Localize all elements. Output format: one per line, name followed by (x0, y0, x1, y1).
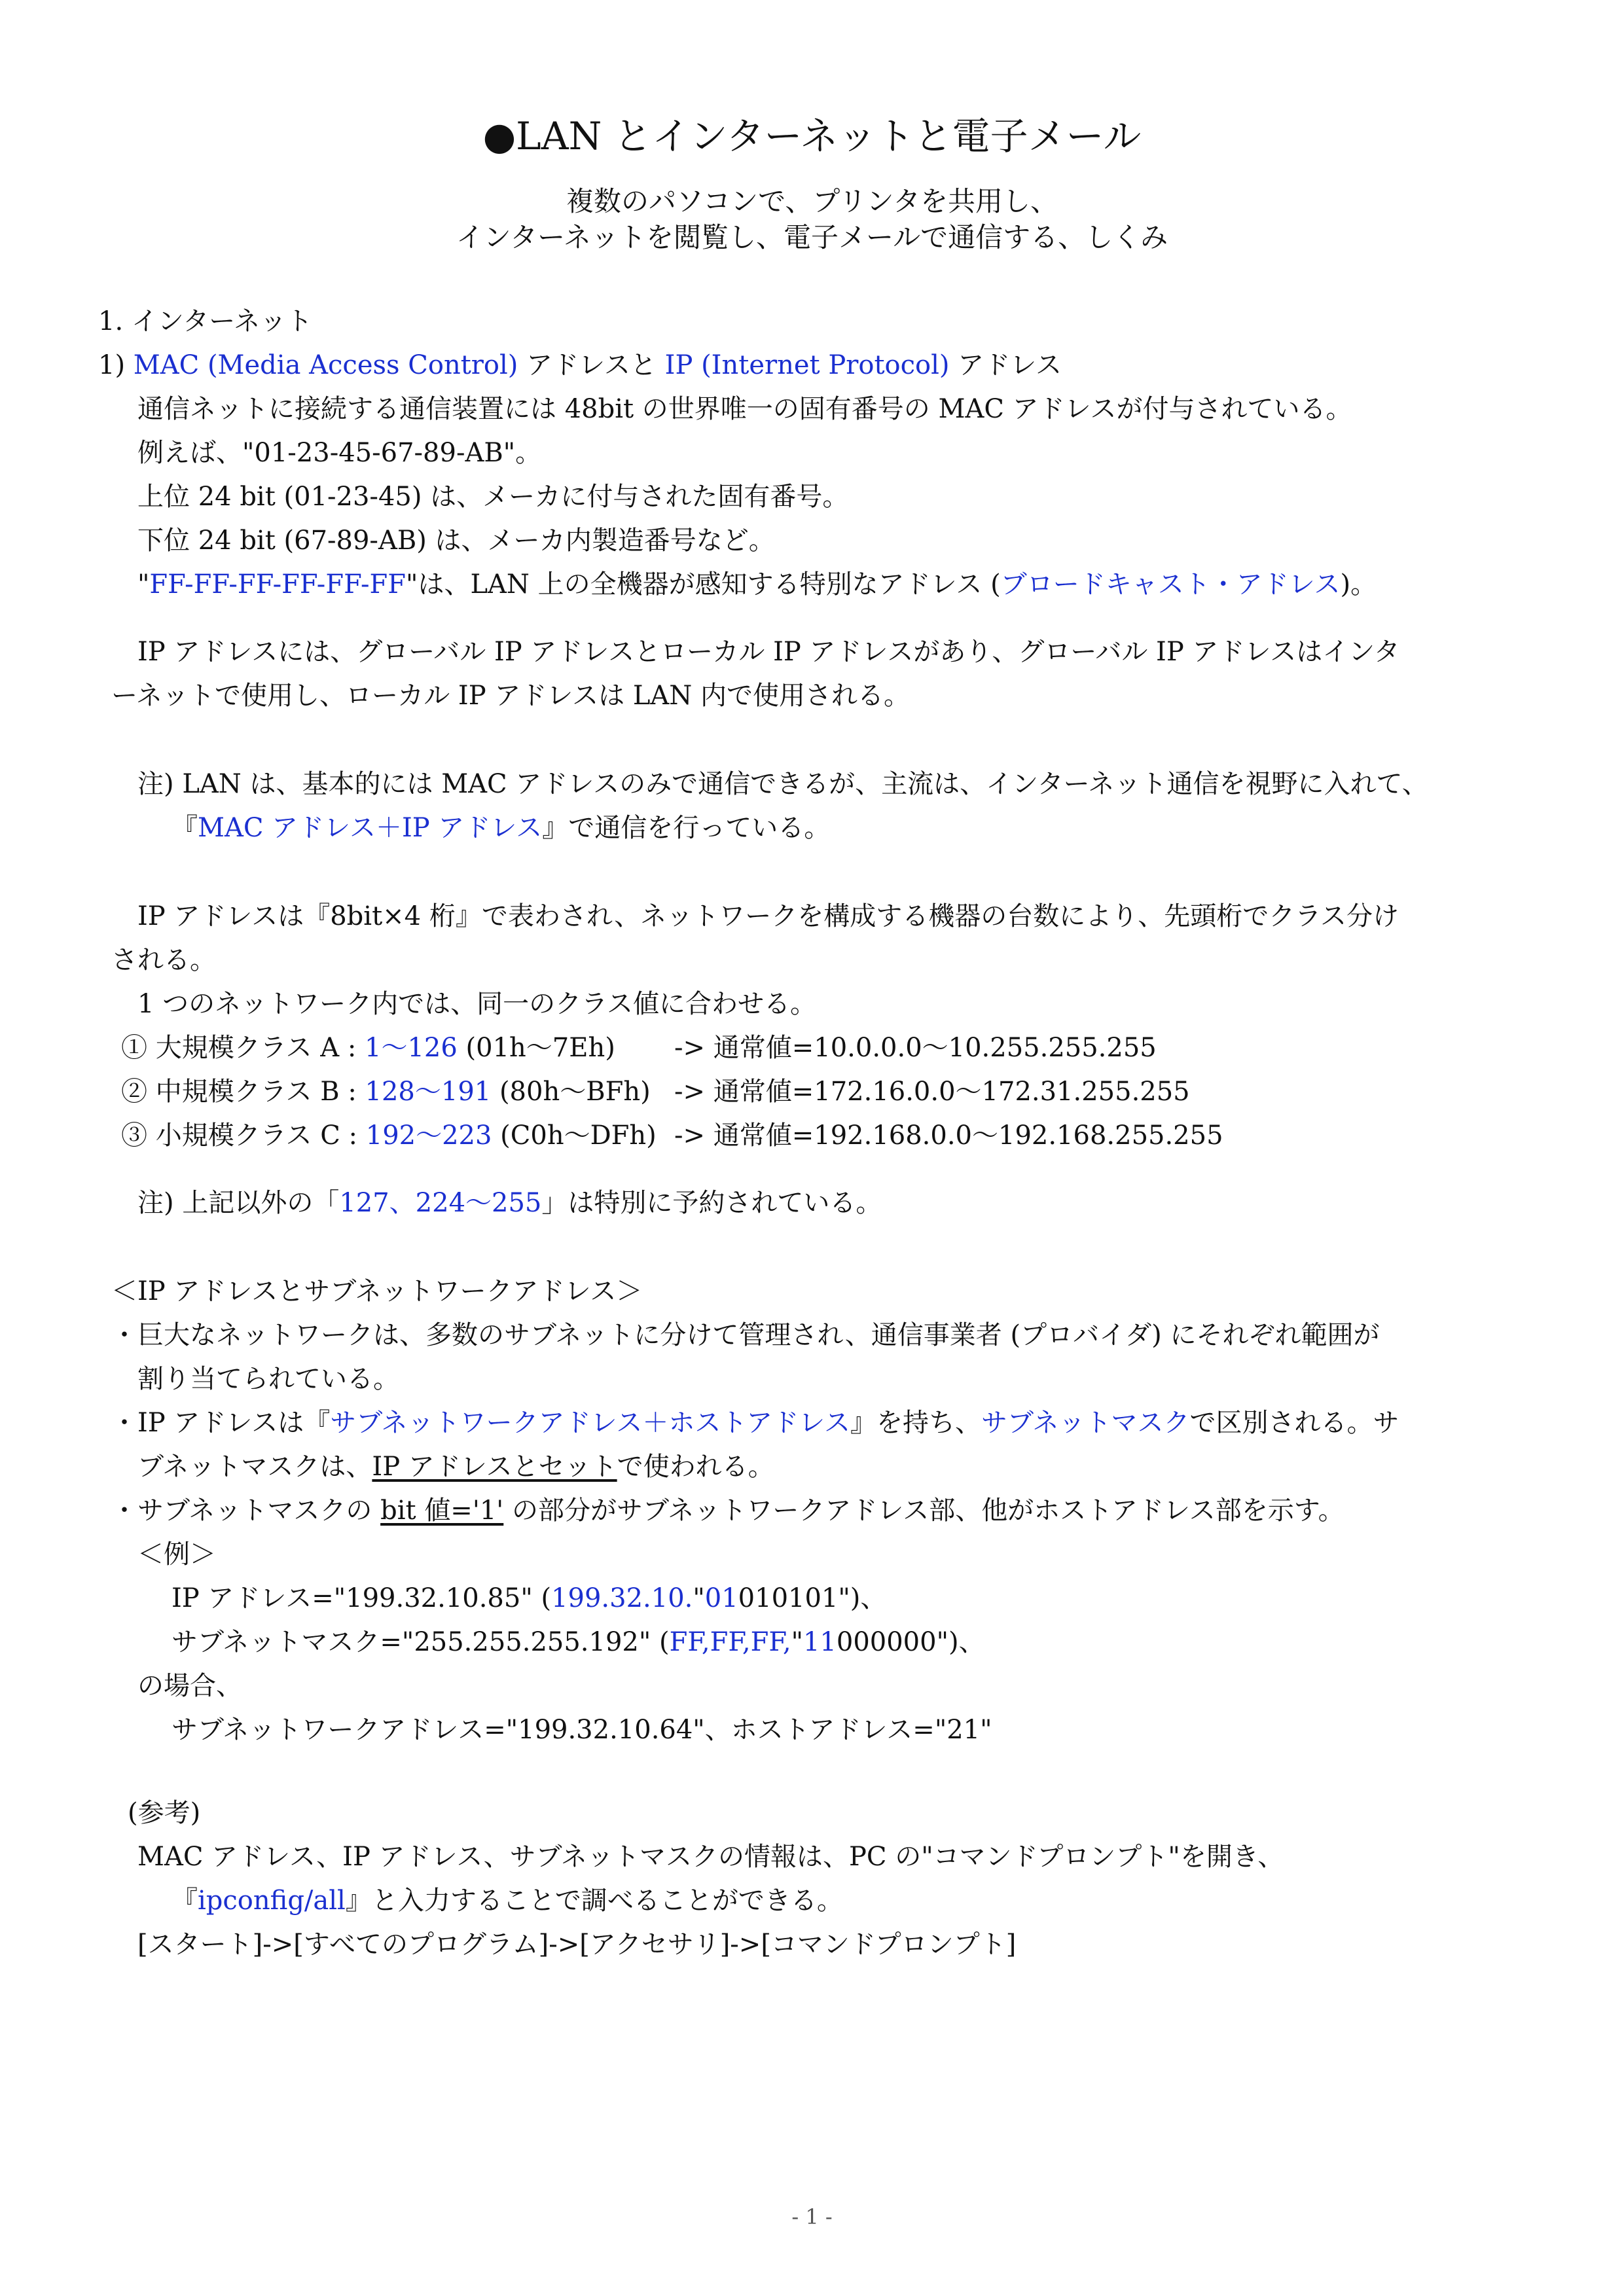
ip-para-line-1: IP アドレスには、グローバル IP アドレスとローカル IP アドレスがあり、グローバル IP アドレスはインタ (137, 637, 1400, 667)
bullet-3 (111, 1492, 1344, 1529)
bullet-2-line-2 (137, 1448, 774, 1485)
class-number: ② (121, 1077, 147, 1107)
class-default: -> 通常値=192.168.0.0〜192.168.255.255 (674, 1121, 1223, 1151)
bit-value-underline: bit 値='1' (380, 1496, 504, 1526)
subsection-tail: アドレス (949, 350, 1062, 380)
reference-line-1: MAC アドレス、IP アドレス、サブネットマスクの情報は、PC の"コマンドプロンプト"を開き、 (137, 1842, 1284, 1872)
page-title: ●LAN とインターネットと電子メール (482, 114, 1142, 158)
ip-set-underline: IP アドレスとセット (372, 1452, 617, 1482)
note-2 (137, 1185, 882, 1221)
example-mask-rest: 000000")、 (836, 1627, 985, 1657)
class-para-line-1: IP アドレスは『8bit×4 桁』で表わされ、ネットワークを構成する機器の台数により、先頭桁でクラス分け (137, 901, 1399, 931)
class-item (121, 1030, 615, 1066)
note-1-line-2 (171, 810, 830, 846)
subnet-mask-term: サブネットマスク (981, 1408, 1190, 1438)
class-item (121, 1073, 651, 1110)
bullet-3-tail: の部分がサブネットワークアドレス部、他がホストアドレス部を示す。 (503, 1496, 1344, 1526)
example-ip-bits: 01 (704, 1583, 738, 1613)
note-1-tail: 』で通信を行っている。 (542, 813, 831, 843)
bullet-2-line-2-tail: で使われる。 (617, 1452, 774, 1482)
example-ip (171, 1580, 886, 1617)
broadcast-address: FF-FF-FF-FF-FF-FF (149, 569, 406, 600)
ipconfig-command: ipconfig/all (198, 1886, 346, 1916)
subtitle-line-1: 複数のパソコンで、プリンタを共用し、 (566, 185, 1058, 217)
bullet-2-text: ・IP アドレスは『 (111, 1408, 331, 1438)
example-case: の場合、 (137, 1671, 242, 1701)
class-item (121, 1117, 657, 1154)
bullet-2-line-1 (111, 1405, 1399, 1441)
bullet-2-line-2-text: ブネットマスクは、 (137, 1452, 372, 1482)
example-ip-network: 199.32.10. (551, 1583, 693, 1613)
example-mask-network: FF,FF,FF, (669, 1627, 791, 1657)
mac-line-1: 通信ネットに接続する通信装置には 48bit の世界唯一の固有番号の MAC アドレスが付与されている。 (137, 394, 1352, 424)
class-label: 大規模クラス A : (147, 1033, 365, 1063)
reference-bracket: 『 (171, 1886, 198, 1916)
example-mask-quote: " (791, 1627, 803, 1657)
example-result: サブネットワークアドレス="199.32.10.64"、ホストアドレス="21" (171, 1715, 992, 1745)
mac-line-3: 上位 24 bit (01-23-45) は、メーカに付与された固有番号。 (137, 482, 849, 512)
example-ip-quote: " (693, 1583, 705, 1613)
bullet-1-line-2: 割り当てられている。 (137, 1364, 399, 1394)
class-number: ③ (121, 1121, 147, 1151)
bullet-3-text: ・サブネットマスクの (111, 1496, 381, 1526)
class-range: 192〜223 (365, 1121, 492, 1151)
broadcast-text: "は、LAN 上の全機器が感知する特別なアドレス ( (406, 569, 1001, 600)
broadcast-term: ブロードキャスト・アドレス (1000, 569, 1341, 600)
broadcast-line (137, 566, 1377, 603)
class-hex: (80h〜BFh) (491, 1077, 651, 1107)
class-para-line-2: される。 (111, 945, 216, 975)
mac-line-4: 下位 24 bit (67-89-AB) は、メーカ内製造番号など。 (137, 526, 775, 556)
class-para-line-3: 1 つのネットワーク内では、同一のクラス値に合わせる。 (137, 989, 816, 1019)
mac-term: MAC (Media Access Control) (133, 350, 518, 380)
class-default: -> 通常値=10.0.0.0〜10.255.255.255 (674, 1033, 1157, 1063)
mac-line-2: 例えば、"01-23-45-67-89-AB"。 (137, 438, 542, 468)
class-number: ① (121, 1033, 147, 1063)
page-number: - 1 - (791, 2204, 833, 2229)
example-mask (171, 1624, 985, 1660)
ip-term: IP (Internet Protocol) (664, 350, 950, 380)
reference-heading: (参考) (128, 1798, 201, 1828)
subsection-heading (98, 347, 1062, 384)
section-heading: 1. インターネット (98, 306, 313, 336)
bullet-2-tail: で区別される。サ (1189, 1408, 1399, 1438)
note-1-bracket: 『 (171, 813, 198, 843)
ip-para-line-2: ーネットで使用し、ローカル IP アドレスは LAN 内で使用される。 (111, 681, 911, 711)
subnet-host-term: サブネットワークアドレス＋ホストアドレス (330, 1408, 851, 1438)
class-hex: (C0h〜DFh) (492, 1121, 657, 1151)
note-2-tail: 」は特別に予約されている。 (541, 1188, 882, 1218)
class-range: 1〜126 (365, 1033, 458, 1063)
broadcast-quote: " (137, 569, 150, 600)
class-hex: (01h〜7Eh) (457, 1033, 615, 1063)
example-label: ＜例＞ (137, 1539, 216, 1570)
example-ip-rest: 010101")、 (738, 1583, 887, 1613)
subnet-heading: ＜IP アドレスとサブネットワークアドレス＞ (111, 1276, 643, 1306)
class-default: -> 通常値=172.16.0.0〜172.31.255.255 (674, 1077, 1190, 1107)
reference-menu-path: [スタート]->[すべてのプログラム]->[アクセサリ]->[コマンドプロンプト] (137, 1929, 1017, 1960)
class-range: 128〜191 (365, 1077, 492, 1107)
example-mask-bits: 11 (803, 1627, 837, 1657)
subsection-number: 1) (98, 350, 126, 380)
class-label: 中規模クラス B : (147, 1077, 365, 1107)
bullet-1-line-1: ・巨大なネットワークは、多数のサブネットに分けて管理され、通信事業者 (プロバイダ) にそれぞれ範囲が (111, 1320, 1380, 1350)
note-1-term: MAC アドレス＋IP アドレス (198, 813, 543, 843)
reference-line-2-tail: 』と入力することで調べることができる。 (345, 1886, 843, 1916)
broadcast-tail: )。 (1340, 569, 1377, 600)
example-mask-text: サブネットマスク="255.255.255.192" ( (171, 1627, 670, 1657)
bullet-2-mid: 』を持ち、 (850, 1408, 982, 1438)
note-2-text: 注) 上記以外の「 (137, 1188, 340, 1218)
example-ip-text: IP アドレス="199.32.10.85" ( (171, 1583, 552, 1613)
note-1-line-1: 注) LAN は、基本的には MAC アドレスのみで通信できるが、主流は、インターネット通信を視野に入れて、 (137, 769, 1428, 799)
class-label: 小規模クラス C : (147, 1121, 366, 1151)
subtitle-line-2: インターネットを閲覧し、電子メールで通信する、しくみ (456, 221, 1168, 253)
reserved-range: 127、224〜255 (339, 1188, 542, 1218)
subsection-text: アドレスと (518, 350, 665, 380)
reference-line-2 (171, 1882, 843, 1919)
